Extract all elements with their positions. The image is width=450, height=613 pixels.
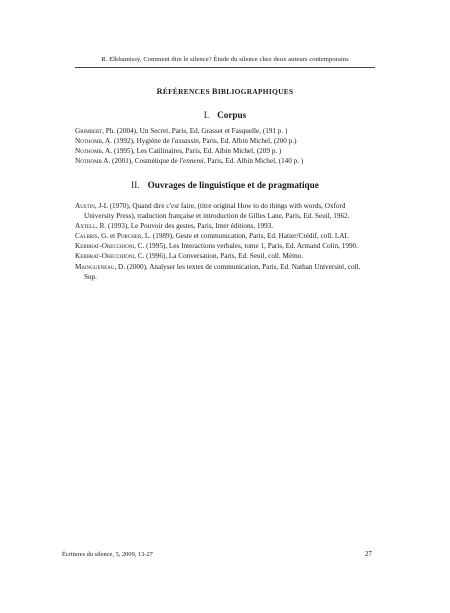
reference-item	[75, 146, 375, 156]
reference-text: , Ph. (2004), Un Secret, Paris, Ed. Grasset et Fasquelle, (191 p. )	[102, 127, 288, 135]
section-label: Ouvrages de linguistique et de pragmatique	[147, 180, 319, 190]
reference-item	[75, 126, 375, 136]
reference-text: , G. et	[97, 232, 117, 241]
section-number: I.	[203, 110, 210, 120]
title-initial: R	[156, 87, 163, 96]
title-word-1: ÉFÉRENCES	[162, 87, 213, 96]
reference-item	[75, 221, 375, 231]
reference-text: , J-L (1970), Quand dire	[94, 202, 167, 210]
reference-author: Nothomb	[75, 137, 102, 146]
reference-list-linguistics	[75, 201, 375, 282]
header-rule	[75, 67, 375, 68]
reference-item	[75, 136, 375, 146]
reference-text: , Paris, Ed. Albin Michel, (140 p. )	[203, 157, 304, 166]
reference-item	[75, 251, 375, 261]
section-label: Corpus	[217, 110, 247, 120]
reference-text: , Paris, Ed. Albin Michel, (200 p.)	[198, 137, 297, 146]
reference-author: Calbris	[75, 232, 98, 241]
reference-author: Nothomb	[75, 157, 102, 166]
reference-author: Nothomb	[75, 147, 102, 156]
title-initial-2: B	[212, 87, 218, 96]
reference-text: , C. (1995), Les Interactions verbales, tome 1, Paris, Ed. Armand Colin, 1990.	[134, 242, 358, 251]
reference-author: Kerbrat-Orecchioni	[75, 252, 135, 261]
reference-item	[75, 231, 375, 241]
reference-text: , A. (1995), Les Catilinaires, Paris, Ed. Albin Michel, (209 p. )	[101, 147, 282, 156]
reference-text: , R. (1993), Le Pouvoir des gestes, Paris, Inter éditions, 1993.	[96, 222, 274, 231]
reference-item	[75, 241, 375, 251]
running-header: R. Elkhamissy, Comment dire le silence? Étude du silence chez deux auteurs contemporains	[101, 56, 349, 63]
reference-author: Axtell	[75, 222, 97, 231]
section-heading-linguistics	[0, 180, 450, 190]
section-heading-corpus	[0, 110, 450, 120]
reference-text: A. (2001), Cosmétique de	[101, 157, 180, 166]
reference-author: Grimbert	[75, 127, 103, 135]
reference-italic-title: l'ennemi	[179, 157, 204, 166]
reference-item	[75, 262, 375, 282]
page-number: 27	[364, 550, 372, 558]
reference-text: , C. (1996), La Conversation, Paris, Ed. Seuil, coll. Mémo.	[134, 252, 304, 261]
reference-author: Kerbrat-Orecchioni	[75, 242, 135, 251]
reference-author: Porcher	[116, 232, 142, 241]
page-title	[0, 87, 450, 96]
reference-item	[75, 201, 375, 221]
reference-text: , A. (1992), Hygiène de	[101, 137, 172, 146]
reference-author: Austin	[75, 202, 95, 210]
reference-text: , D. (2000), Analyser les textes de communication, Paris, Ed. Nathan Université, coll. Sup.	[84, 262, 361, 281]
section-number: II.	[131, 180, 140, 190]
reference-italic-title: c'est	[166, 202, 180, 210]
reference-italic-title: l'assassin	[171, 137, 199, 146]
footer-journal: Écritures du silence, 5, 2009, 13-27	[62, 551, 153, 558]
reference-list-corpus	[75, 126, 375, 166]
reference-item	[75, 156, 375, 166]
reference-text: faire, (titre original How to do things with words, Oxford University Press), traduction française et introduction de Gilles Lane, Paris, Ed. Seuil, 1962.	[84, 202, 350, 221]
title-word-2: IBLIOGRAPHIQUES	[217, 87, 294, 96]
reference-text: , L. (1989), Geste et communication, Paris, Ed. Hatier/Crédif, coll. LAL	[141, 232, 349, 241]
reference-author: Maingueneau	[75, 262, 115, 271]
